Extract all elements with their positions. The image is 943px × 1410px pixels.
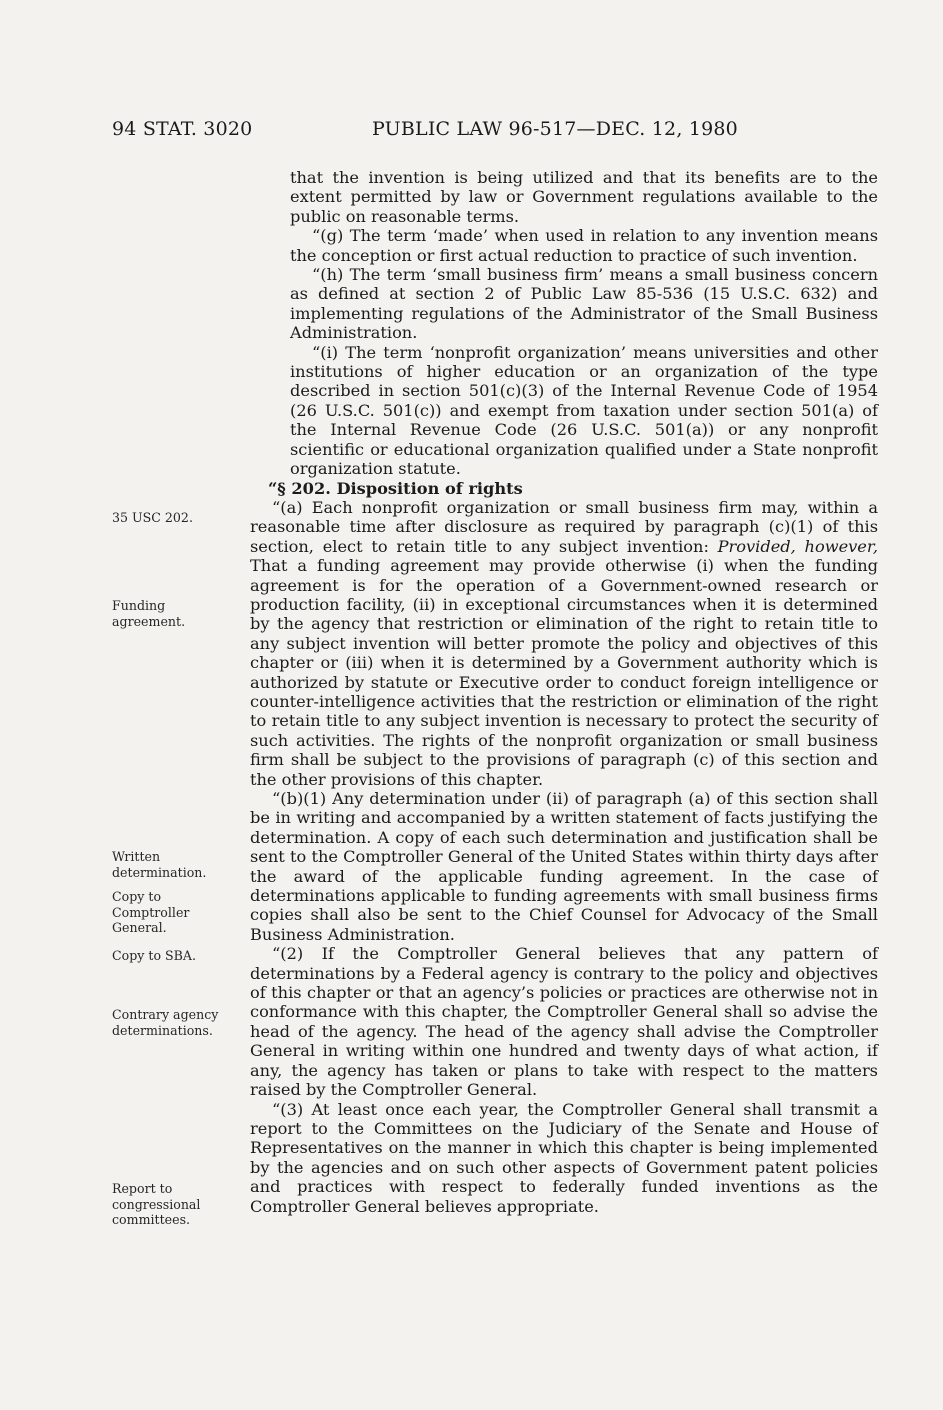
definition-i: “(i) The term ‘nonprofit organization’ means universities and other institutions of higher education or an organization of the type described in section 501(c)(3) of the Internal Revenue Code of 1954 (26 U.S.C. 501(c)) and exempt from taxation under section 501(a) of the Internal Revenue Code (26 U.S.C. 501(a)) or any nonprofit scientific or educational organization qualified under a State nonprofit organization statute. — [290, 342, 878, 479]
margin-note-line: Written — [112, 849, 161, 864]
margin-note-line: congressional — [112, 1196, 201, 1212]
section-paragraph-b1: “(b)(1) Any determination under (ii) of paragraph (a) of this section shall be in writing and accompanied by a written statement of facts justifying the determination. A copy of each such determination and justification shall be sent to the Comptroller General of the United States within thirty days after the award of the applicable funding agreement. In the case of determinations applicable to funding agreements with small business firms copies shall also be sent to the Chief Counsel for Advocacy of the Small Business Administration. — [250, 789, 878, 944]
running-header — [112, 118, 882, 146]
section-paragraph-b2: “(2) If the Comptroller General believes that any pattern of determinations by a Federal agency is contrary to the policy and objectives of this chapter or that an agency’s policies or practices are otherwise not in conformance with this chapter, the Comptroller General shall so advise the head of the agency. The head of the agency shall advise the Comptroller General in writing within one hundred and twenty days of what action, if any, the agency has taken or plans to take with respect to the matters raised by the Comptroller General. — [250, 944, 878, 1100]
margin-note-line: Contrary agency — [112, 1007, 219, 1022]
margin-note-contrary-agency — [112, 1007, 242, 1038]
proviso-italic: Provided, however, — [717, 536, 878, 556]
paragraph-a-text: “(a) Each nonprofit organization or small business firm may, within a reasonable time after disclosure as required by paragraph (c)(1) of this section, elect to retain title to any subject invention: — [250, 497, 878, 556]
margin-note-line: 35 USC 202. — [112, 510, 193, 525]
margin-note-copy-sba — [112, 948, 242, 964]
margin-note-line: Copy to SBA. — [112, 948, 197, 963]
margin-note-report — [112, 1181, 242, 1228]
section-paragraph-b3: “(3) At least once each year, the Comptroller General shall transmit a report to the Committees on the Judiciary of the Senate and House of Representatives on the manner in which this chapter is being implemented by the agencies and on such other aspects of Government patent policies and practices with respect to federally funded inventions as the Comptroller General believes appropriate. — [250, 1099, 878, 1216]
section-heading: “§ 202. Disposition of rights — [268, 478, 523, 498]
paragraph-a-rest: That a funding agreement may provide otherwise (i) when the funding agreement is for the operation of a Government-owned research or production facility, (ii) in exceptional circumstances when it is determined by the agency that restriction or elimination of the right to retain title to any subject invention will better promote the policy and objectives of this chapter or (iii) when it is determined by a Government authority which is authorized by statute or Executive order to conduct foreign intelligence or counter-intelligence activities that the restriction or elimination of the right to retain title to any subject invention is necessary to protect the security of such activities. The rights of the nonprofit organization or small business firm shall be subject to the provisions of paragraph (c) of this section and the other provisions of this chapter. — [250, 556, 878, 789]
section-paragraph-a — [250, 498, 878, 789]
margin-note-line: determinations. — [112, 1022, 213, 1038]
law-title: PUBLIC LAW 96-517—DEC. 12, 1980 — [372, 118, 738, 140]
margin-note-funding — [112, 598, 242, 629]
margin-note-line: Comptroller — [112, 904, 190, 920]
margin-note-line: Report to — [112, 1181, 173, 1196]
margin-note-copy-comptroller — [112, 889, 242, 936]
definition-continuation: that the invention is being utilized and that its benefits are to the extent permitted by law or Government regulations available to the public on reasonable terms. — [290, 168, 878, 226]
statute-body — [250, 168, 878, 1216]
definition-g: “(g) The term ‘made’ when used in relation to any invention means the conception or first actual reduction to practice of such invention. — [290, 226, 878, 265]
stat-citation: 94 STAT. 3020 — [112, 118, 253, 140]
margin-note-line: determination. — [112, 864, 207, 880]
margin-note-line: Copy to — [112, 889, 162, 904]
margin-note-line: committees. — [112, 1212, 191, 1227]
margin-note-line: General. — [112, 920, 167, 935]
margin-note-written-determination — [112, 849, 242, 880]
margin-note-line: agreement. — [112, 613, 186, 629]
definition-h: “(h) The term ‘small business firm’ means a small business concern as defined at section 2 of Public Law 85-536 (15 U.S.C. 632) and implementing regulations of the Administrator of the Small Business Administration. — [290, 265, 878, 343]
margin-note-line: Funding — [112, 598, 166, 613]
margin-note-usc — [112, 510, 242, 526]
